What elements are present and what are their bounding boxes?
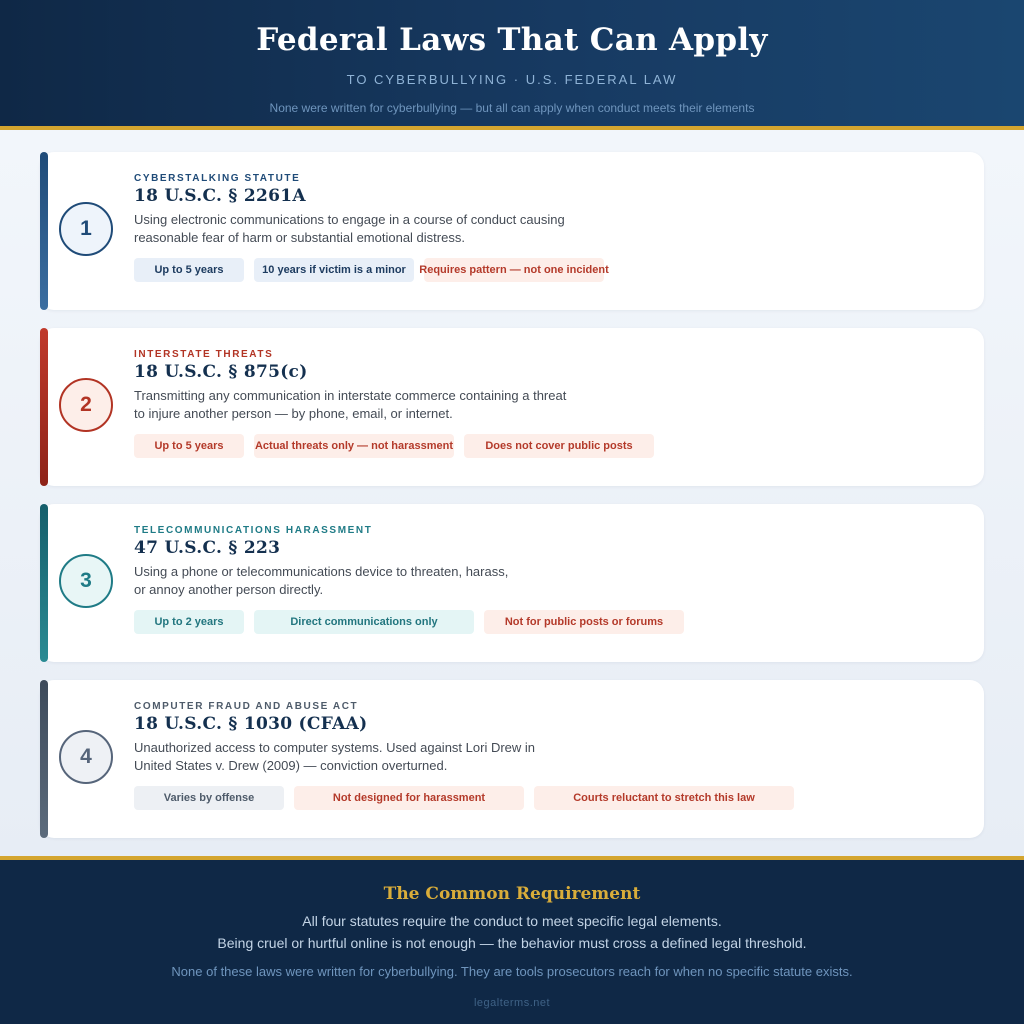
limitation-tag: Not for public posts or forums	[484, 610, 684, 634]
page-tagline: None were written for cyberbullying — but all can apply when conduct meets their elements	[269, 101, 755, 115]
footer-heading: The Common Requirement	[383, 884, 641, 904]
law-number-badge: 1	[59, 202, 113, 256]
law-description-line: Transmitting any communication in interstate commerce containing a threat	[134, 388, 567, 403]
law-kicker: CYBERSTALKING STATUTE	[134, 173, 301, 184]
footer-text-line: All four statutes require the conduct to meet specific legal elements.	[302, 913, 722, 929]
page-subtitle: TO CYBERBULLYING · U.S. FEDERAL LAW	[346, 72, 678, 87]
law-code: 18 U.S.C. § 2261A	[134, 186, 306, 206]
law-description-line: Unauthorized access to computer systems. Used against Lori Drew in	[134, 740, 536, 755]
law-description-line: United States v. Drew (2009) — conviction overturned.	[134, 758, 448, 773]
law-description-line: to injure another person — by phone, email, or internet.	[134, 406, 453, 421]
law-card-telecom-harassment	[40, 504, 984, 662]
law-description	[134, 211, 604, 247]
law-description	[134, 563, 604, 599]
law-description	[134, 387, 604, 423]
condition-tag: Direct communications only	[254, 610, 474, 634]
law-card-cfaa	[40, 680, 984, 838]
card-accent-bar	[40, 680, 48, 838]
law-description-line: reasonable fear of harm or substantial emotional distress.	[134, 230, 465, 245]
law-card-cyberstalking	[40, 152, 984, 310]
penalty-tag: Varies by offense	[134, 786, 284, 810]
law-list	[0, 130, 1024, 856]
source-credit: legalterms.net	[473, 997, 551, 1009]
law-code: 18 U.S.C. § 875(c)	[134, 362, 308, 382]
law-description	[134, 739, 604, 775]
law-description-line: Using electronic communications to engage in a course of conduct causing	[134, 212, 565, 227]
penalty-tag: Up to 2 years	[134, 610, 244, 634]
penalty-tag: Up to 5 years	[134, 258, 244, 282]
condition-tag: 10 years if victim is a minor	[254, 258, 414, 282]
law-kicker: TELECOMMUNICATIONS HARASSMENT	[134, 525, 373, 536]
law-kicker: INTERSTATE THREATS	[134, 349, 274, 360]
law-description-line: Using a phone or telecommunications device to threaten, harass,	[134, 564, 509, 579]
law-number-badge: 2	[59, 378, 113, 432]
penalty-tag: Up to 5 years	[134, 434, 244, 458]
footer-text-line: Being cruel or hurtful online is not enough — the behavior must cross a defined legal threshold.	[217, 935, 807, 951]
law-card-interstate-threats	[40, 328, 984, 486]
law-number-badge: 4	[59, 730, 113, 784]
card-accent-bar	[40, 152, 48, 310]
card-accent-bar	[40, 504, 48, 662]
condition-tag: Actual threats only — not harassment	[254, 434, 454, 458]
footer-note: None of these laws were written for cyberbullying. They are tools prosecutors reach for when no specific statute exists.	[171, 964, 853, 979]
header	[0, 0, 1024, 126]
law-code: 18 U.S.C. § 1030 (CFAA)	[134, 714, 368, 734]
page-title: Federal Laws That Can Apply	[256, 22, 768, 58]
limitation-tag: Courts reluctant to stretch this law	[534, 786, 794, 810]
limitation-tag: Requires pattern — not one incident	[424, 258, 604, 282]
limitation-tag: Does not cover public posts	[464, 434, 654, 458]
limitation-tag: Not designed for harassment	[294, 786, 524, 810]
law-kicker: COMPUTER FRAUD AND ABUSE ACT	[134, 701, 359, 712]
law-code: 47 U.S.C. § 223	[134, 538, 281, 558]
law-number-badge: 3	[59, 554, 113, 608]
law-description-line: or annoy another person directly.	[134, 582, 324, 597]
footer	[0, 860, 1024, 1024]
card-accent-bar	[40, 328, 48, 486]
